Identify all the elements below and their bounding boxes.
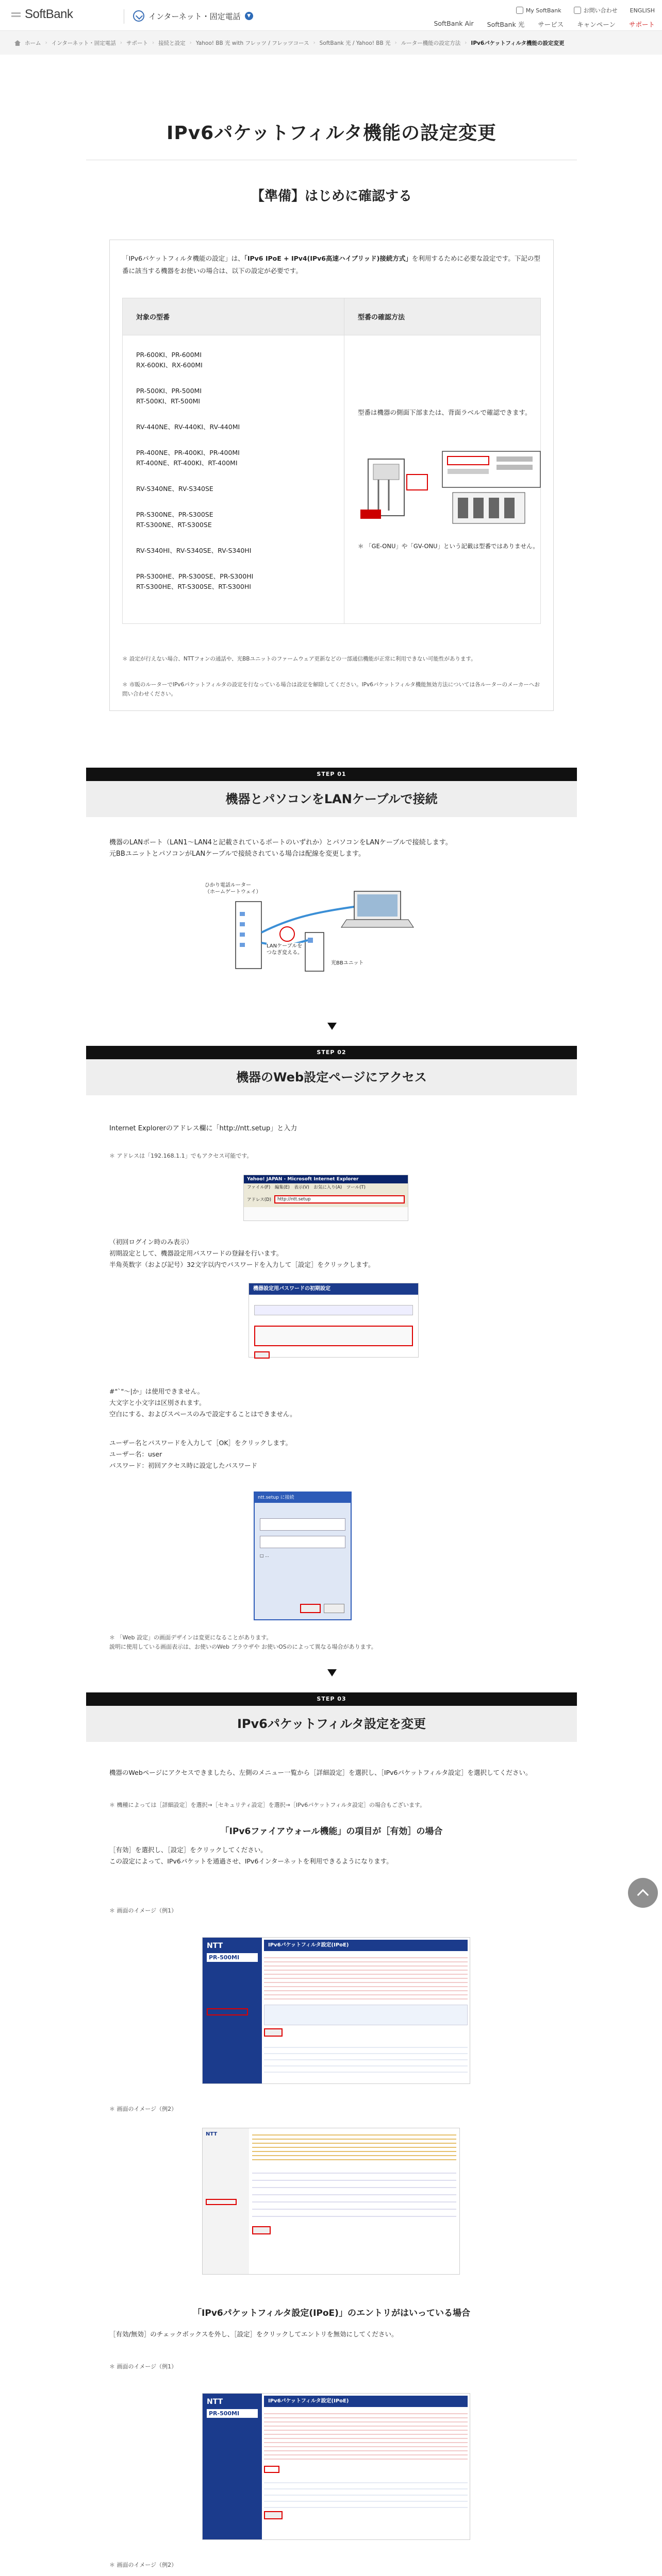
step2-text4: ユーザー名とパスワードを入力して［OK］をクリックします。 ユーザー名：user パスワード：初回アクセス時に設定したパスワード: [109, 1439, 292, 1469]
breadcrumb-item[interactable]: SoftBank 光 / Yahoo! BB 光: [319, 40, 391, 46]
check-text: 型番は機器の側面下部または、背面ラベルで確認できます。: [358, 409, 532, 416]
softbank-logo[interactable]: [11, 7, 73, 22]
model-group: RV-440NE、RV-440KI、RV-440MI: [136, 423, 240, 431]
device-label-illustration: [437, 446, 543, 529]
step3-subhead-firewall: 「IPv6ファイアウォール機能」の項目が［有効］の場合: [220, 1826, 443, 1837]
step-arrow-icon: [327, 1023, 337, 1030]
model-group: PR-S300NE、PR-S300SE RT-S300NE、RT-S300SE: [136, 511, 213, 529]
ie-titlebar: Yahoo! JAPAN - Microsoft Internet Explorer: [244, 1175, 408, 1183]
breadcrumb-home[interactable]: ホーム: [25, 40, 41, 46]
check-note: ＊ 「GE-ONU」や「GV-ONU」という記載は型番ではありません。: [358, 543, 539, 550]
page-title: IPv6パケットフィルタ機能の設定変更: [166, 123, 497, 144]
nav-campaign[interactable]: キャンペーン: [577, 21, 616, 28]
pw-set-button[interactable]: [254, 1351, 270, 1359]
ie-address-label: アドレス(D): [247, 1197, 271, 1202]
image-caption: ＊ 画面のイメージ（例2）: [109, 2106, 177, 2112]
settings-button[interactable]: [264, 2511, 283, 2519]
ipv6-setting-screenshot-2: [202, 2128, 460, 2275]
ie-address-input[interactable]: http://ntt.setup: [274, 1195, 405, 1204]
step1-wiring-illustration: [205, 881, 421, 976]
model-table: [122, 298, 541, 624]
prep-note-a: ＊ 設定が行えない場合、NTTフォンの通話や、光BBユニットのファームウェア更新などの一部通信機能が正常に利用できない可能性があります。: [122, 656, 476, 662]
detail-setting-menu[interactable]: [206, 2199, 237, 2205]
step2-text3: #"`"〜|か」は使用できません。 大文字と小文字は区別されます。 空白にする、およびスペースのみで設定することはできません。: [109, 1387, 296, 1418]
ie-address-screenshot: [243, 1175, 408, 1221]
image-caption: ＊ 画面のイメージ（例1）: [109, 1907, 177, 1914]
image-caption: ＊ 画面のイメージ（例2）: [109, 2562, 177, 2568]
step2-label: STEP 02: [86, 1046, 577, 1059]
settings-button[interactable]: [252, 2226, 271, 2234]
home-icon[interactable]: [14, 40, 21, 46]
step3-firewall-text: ［有効］を選択し、［設定］をクリックしてください。 この設定によって、IPv6パケットを通過させ、IPv6インターネットを利用できるようになります。: [109, 1846, 393, 1865]
login-dialog-title: ntt.setup に接続: [255, 1493, 351, 1503]
breadcrumb-item[interactable]: Yahoo! BB 光 with フレッツ / フレッツコース: [195, 40, 309, 46]
nav-support[interactable]: サポート: [628, 21, 655, 28]
ipv6-entry-screenshot-1: [202, 2393, 470, 2540]
step2-text: Internet Explorerのアドレス欄に「http://ntt.setup」と入力: [109, 1125, 297, 1132]
step1-label-bbunit: 光BBユニット: [331, 960, 364, 966]
enable-checkbox[interactable]: [264, 2466, 279, 2473]
prep-intro: 「IPv6パケットフィルタ機能の設定」は、「IPv6 IPoE + IPv4(IPv6高速ハイブリッド)接続方式」を利用するために必要な設定です。下記の型番に該当する機器をお使いの場合は、以下の設定が必要です。: [122, 255, 540, 275]
model-group: PR-400NE、PR-400KI、PR-400MI RT-400NE、RT-400KI、RT-400MI: [136, 449, 240, 467]
step3-note: ＊ 機種によっては［詳細設定］を選択→［セキュリティ設定］を選択→［IPv6パケットフィルタ設定］の場合もございます。: [109, 1802, 426, 1808]
step1-label: STEP 01: [86, 768, 577, 781]
step3-subhead-entry: 「IPv6パケットフィルタ設定(IPoE)」のエントリがはいっている場合: [193, 2308, 470, 2318]
logo-text: SoftBank: [25, 7, 73, 21]
step3-entry-text: ［有効/無効］のチェックボックスを外し、［設定］をクリックしてエントリを無効にしてください。: [109, 2330, 398, 2338]
ipv6-setting-screenshot-1: [202, 1937, 470, 2084]
step1-label-router: ひかり電話ルーター （ホームゲートウェイ）: [205, 883, 261, 895]
settings-button[interactable]: [264, 2028, 283, 2037]
model-group: PR-600KI、PR-600MI RX-600KI、RX-600MI: [136, 351, 203, 369]
step3-label: STEP 03: [86, 1692, 577, 1706]
breadcrumb-item[interactable]: ルーター機能の設定方法: [401, 40, 461, 46]
my-softbank-link[interactable]: My SoftBank: [516, 6, 561, 14]
prep-title: 【準備】はじめに確認する: [251, 189, 412, 204]
model-badge: PR-500MI: [207, 2409, 258, 2418]
remember-password-checkbox[interactable]: □ ...: [260, 1553, 269, 1558]
chevron-up-icon: [637, 1889, 649, 1901]
breadcrumb-item[interactable]: 接続と設定: [158, 40, 186, 46]
detail-setting-menu[interactable]: [207, 2008, 248, 2015]
ie-menu: ファイル(F) 編集(E) 表示(V) お気に入り(A) ツール(T): [244, 1183, 408, 1192]
ntt-logo: NTT: [207, 2398, 223, 2406]
breadcrumb-item[interactable]: サポート: [126, 40, 148, 46]
breadcrumb-item[interactable]: インターネット・固定電話: [51, 40, 116, 46]
breadcrumb-current: IPv6パケットフィルタ機能の設定変更: [471, 40, 565, 46]
pw-setup-header: 機器設定用パスワードの初期設定: [249, 1283, 418, 1295]
step-arrow-icon: [327, 1669, 337, 1676]
model-group: PR-S300HE、PR-S300SE、PR-S300HI RT-S300HE、RT-S300SE、RT-S300HI: [136, 572, 254, 590]
step1-title: 機器とパソコンをLANケーブルで接続: [86, 781, 577, 817]
check-method: [344, 335, 541, 624]
col-header-models: 対象の型番: [123, 298, 344, 335]
english-link[interactable]: ENGLISH: [630, 7, 655, 14]
back-to-top-button[interactable]: [628, 1878, 658, 1908]
step2-title: 機器のWeb設定ページにアクセス: [86, 1059, 577, 1095]
image-caption: ＊ 画面のイメージ（例1）: [109, 2363, 177, 2370]
model-group: RV-S340NE、RV-S340SE: [136, 485, 213, 493]
model-badge: PR-500MI: [207, 1953, 258, 1962]
step1-text: 機器のLANポート（LAN1〜LAN4と記載されているポートのいずれか）とパソコンをLANケーブルで接続します。 元BBユニットとパソコンがLANケーブルで接続されている場合は配線を変更します。: [109, 839, 452, 858]
step3-title: IPv6パケットフィルタ設定を変更: [86, 1706, 577, 1742]
device-side-illustration: [358, 449, 435, 526]
dialog-cancel-button[interactable]: [324, 1604, 344, 1613]
contact-link[interactable]: お問い合わせ: [574, 6, 618, 14]
breadcrumb: ホーム › インターネット・固定電話 › サポート › 接続と設定 › Yahoo! BB 光 with フレッツ / フレッツコース › SoftBank 光 / Yahoo! BB 光 › ルーター機能の設定方法 › IPv6パケットフィルタ機能の設定変更: [0, 31, 662, 55]
login-dialog-screenshot: [254, 1492, 352, 1620]
dialog-ok-button[interactable]: [300, 1604, 321, 1613]
nav-softbank-hikari[interactable]: SoftBank 光: [487, 21, 525, 28]
col-header-check: 型番の確認方法: [344, 298, 541, 335]
step2-note-design: ＊ 「Web 設定」の画面デザインは変更になることがあります。 説明に使用している画面表示は、お使いのWeb ブラウザや お使いOSのによって異なる場合があります。: [109, 1634, 377, 1650]
model-group: RV-S340HI、RV-S340SE、RV-S340HI: [136, 547, 252, 554]
ntt-logo: NTT: [207, 1942, 223, 1950]
ipv6-screen-title: IPv6パケットフィルタ設定(IPoE): [264, 1940, 468, 1951]
model-group: PR-500KI、PR-500MI RT-500KI、RT-500MI: [136, 387, 202, 405]
nav-softbank-air[interactable]: SoftBank Air: [434, 20, 474, 27]
softbank-logo-icon: [11, 12, 21, 17]
service-name: インターネット・固定電話: [148, 11, 241, 21]
step2-text2: （初回ログイン時のみ表示） 初期設定として、機器設定用パスワードの登録を行います。 半角英数字（および記号）32文字以内でパスワードを入力して［設定］をクリックします。: [109, 1238, 375, 1268]
router-side-menu: [203, 1938, 262, 2083]
ipv6-screen-title: IPv6パケットフィルタ設定(IPoE): [264, 2396, 468, 2407]
step1-label-change: LANケーブルを つなぎ変える。: [267, 943, 303, 956]
prep-note-b: ＊ 市販のルーターでIPv6パケットフィルタの設定を行なっている場合は設定を解除してください。IPv6パケットフィルタ機能無効方法については各ルーターのメーカーへお問い合わせください。: [122, 682, 540, 697]
step2-note-address: ＊ アドレスは「192.168.1.1」でもアクセス可能です。: [109, 1153, 253, 1159]
chevron-down-icon[interactable]: ▼: [245, 12, 253, 20]
nav-services[interactable]: サービス: [538, 21, 564, 28]
main-content: [86, 0, 577, 2576]
ntt-logo: NTT: [206, 2131, 218, 2137]
step3-text: 機器のWebページにアクセスできましたら、左側のメニュー一覧から［詳細設定］を選択し、［IPv6パケットフィルタ設定］を選択してください。: [109, 1769, 532, 1776]
password-setup-screenshot: [249, 1283, 419, 1358]
model-list: [123, 335, 344, 624]
